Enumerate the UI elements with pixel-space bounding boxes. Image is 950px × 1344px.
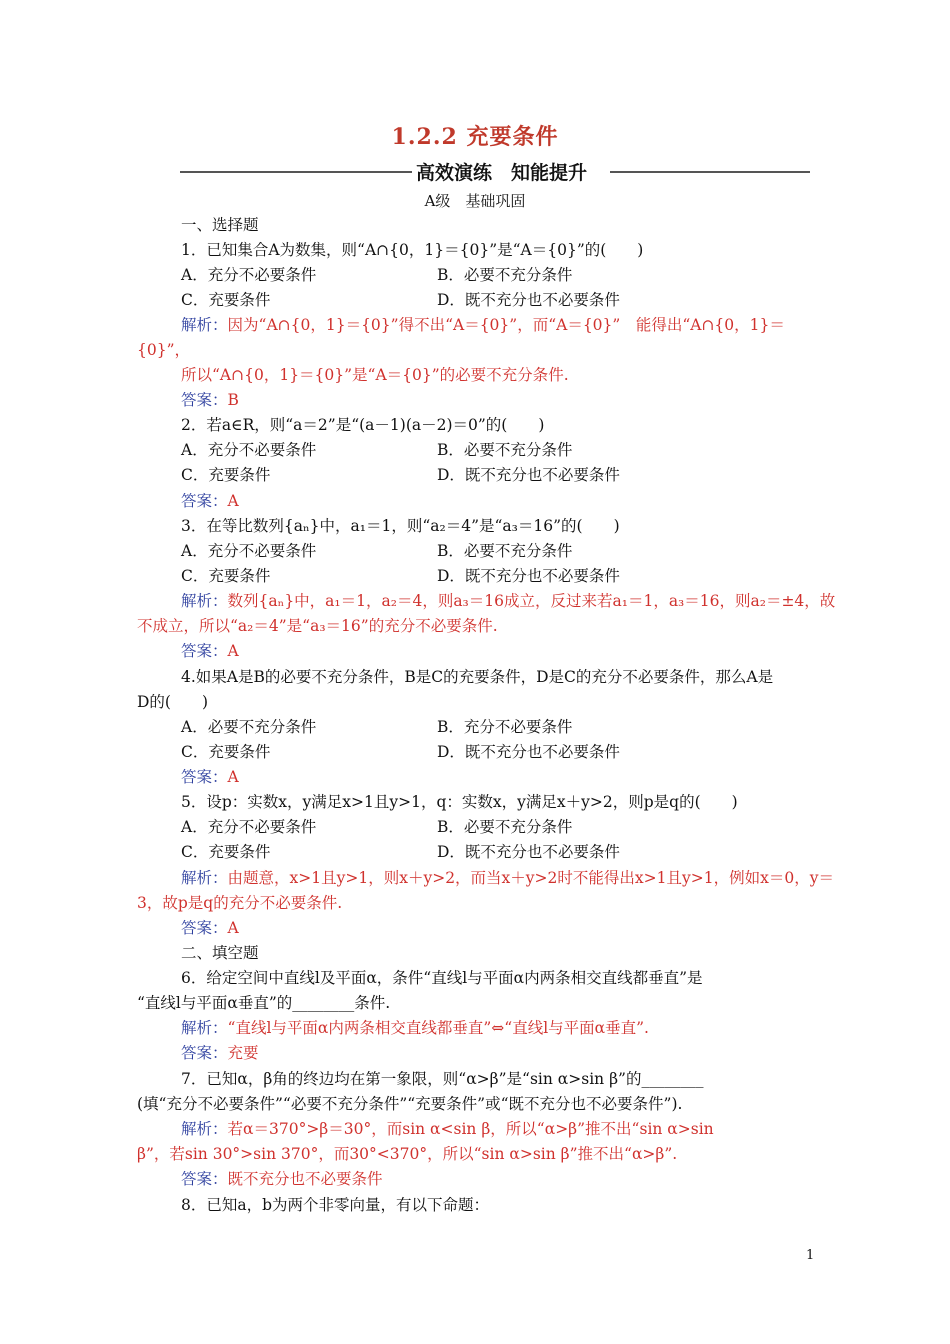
option: A．充分不必要条件 [181,542,317,560]
question-stem: (填“充分不必要条件”“必要不充分条件”“充要条件”或“既不充分也不必要条件”). [137,1095,683,1113]
answer-label: 答案： [181,1170,228,1188]
page-number: 1 [806,1248,815,1263]
answer-line [181,390,239,410]
answer-line [181,1043,259,1063]
question-stem: “直线l与平面α垂直”的________条件. [137,994,391,1012]
option: C．充要条件 [181,291,271,309]
answer-value: A [227,642,239,660]
answer-label: 答案： [181,919,228,937]
answer-line [181,767,239,787]
solution-line: 3，故p是q的充分不必要条件. [137,894,343,912]
banner-rule-left [180,171,412,173]
answer-value: A [227,919,239,937]
answer-line [181,918,239,938]
solution-line: β”，若sin 30°>sin 370°，而30°<370°，所以“sin α>sin β”推不出“α>β”. [137,1145,678,1163]
option: D．既不充分也不必要条件 [437,291,620,309]
solution-line [181,868,834,888]
option: B．必要不充分条件 [437,818,573,836]
answer-value: A [227,492,239,510]
option: A．充分不必要条件 [181,818,317,836]
answer-value: 既不充分也不必要条件 [227,1170,383,1188]
answer-line [181,491,239,511]
page-title: 1.2.2 充要条件 [391,124,559,150]
solution-line: {0}”， [137,341,191,359]
question-stem: 2．若a∈R，则“a＝2”是“(a－1)(a－2)＝0”的( ) [181,416,545,434]
option: A．充分不必要条件 [181,266,317,284]
section-heading: 一、选择题 [181,216,259,234]
solution-text: 由题意，x>1且y>1，则x＋y>2，而当x＋y>2时不能得出x>1且y>1，例如x＝0，y＝ [227,869,834,887]
solution-line [181,315,785,335]
option: C．充要条件 [181,743,271,761]
solution-text: 数列{aₙ}中，a₁＝1，a₂＝4，则a₃＝16成立，反过来若a₁＝1，a₃＝16，则a₂＝±4，故 [227,592,836,610]
question-stem: D的( ) [137,693,209,711]
solution-line [181,1018,649,1038]
solution-label: 解析： [181,1019,228,1037]
question-stem: 4.如果A是B的必要不充分条件，B是C的充要条件，D是C的充分不必要条件，那么A是 [181,668,774,686]
option: C．充要条件 [181,466,271,484]
answer-label: 答案： [181,768,228,786]
option: A．充分不必要条件 [181,441,317,459]
solution-text: 若α＝370°>β＝30°，而sin α<sin β，所以“α>β”推不出“sin α>sin [227,1120,714,1138]
level-heading: A级 基础巩固 [424,192,526,210]
question-stem: 1．已知集合A为数集，则“A∩{0，1}＝{0}”是“A＝{0}”的( ) [181,241,644,259]
question-stem: 5．设p：实数x，y满足x>1且y>1，q：实数x，y满足x＋y>2，则p是q的( ) [181,793,738,811]
option: B．必要不充分条件 [437,266,573,284]
option: D．既不充分也不必要条件 [437,567,620,585]
option: D．既不充分也不必要条件 [437,743,620,761]
option: B．必要不充分条件 [437,542,573,560]
solution-label: 解析： [181,1120,228,1138]
option: D．既不充分也不必要条件 [437,843,620,861]
option: B．必要不充分条件 [437,441,573,459]
solution-label: 解析： [181,316,228,334]
answer-value: 充要 [227,1044,259,1062]
question-stem: 3．在等比数列{aₙ}中，a₁＝1，则“a₂＝4”是“a₃＝16”的( ) [181,517,620,535]
solution-line: 所以“A∩{0，1}＝{0}”是“A＝{0}”的必要不充分条件. [181,366,569,384]
answer-line [181,1169,383,1189]
answer-label: 答案： [181,1044,228,1062]
banner-rule-right [610,171,810,173]
option: C．充要条件 [181,567,271,585]
answer-label: 答案： [181,642,228,660]
answer-line [181,641,239,661]
question-stem: 6．给定空间中直线l及平面α，条件“直线l与平面α内两条相交直线都垂直”是 [181,969,703,987]
option: C．充要条件 [181,843,271,861]
question-stem: 7．已知α，β角的终边均在第一象限，则“α>β”是“sin α>sin β”的________ [181,1070,704,1088]
solution-label: 解析： [181,869,228,887]
answer-label: 答案： [181,391,228,409]
section-banner [180,158,810,186]
solution-text: 因为“A∩{0，1}＝{0}”得不出“A＝{0}”，而“A＝{0}” 能得出“A∩{0，1}＝ [227,316,785,334]
question-stem: 8．已知a，b为两个非零向量，有以下命题： [181,1196,490,1214]
section-heading: 二、填空题 [181,944,259,962]
answer-value: A [227,768,239,786]
option: D．既不充分也不必要条件 [437,466,620,484]
banner-text: 高效演练 知能提升 [416,162,588,184]
solution-line [181,591,835,611]
solution-line: 不成立，所以“a₂＝4”是“a₃＝16”的充分不必要条件. [137,617,498,635]
solution-text: “直线l与平面α内两条相交直线都垂直”⇔“直线l与平面α垂直”. [227,1019,649,1037]
answer-value: B [227,391,239,409]
answer-label: 答案： [181,492,228,510]
option: B．充分不必要条件 [437,718,573,736]
option: A．必要不充分条件 [181,718,317,736]
solution-label: 解析： [181,592,228,610]
solution-line [181,1119,714,1139]
